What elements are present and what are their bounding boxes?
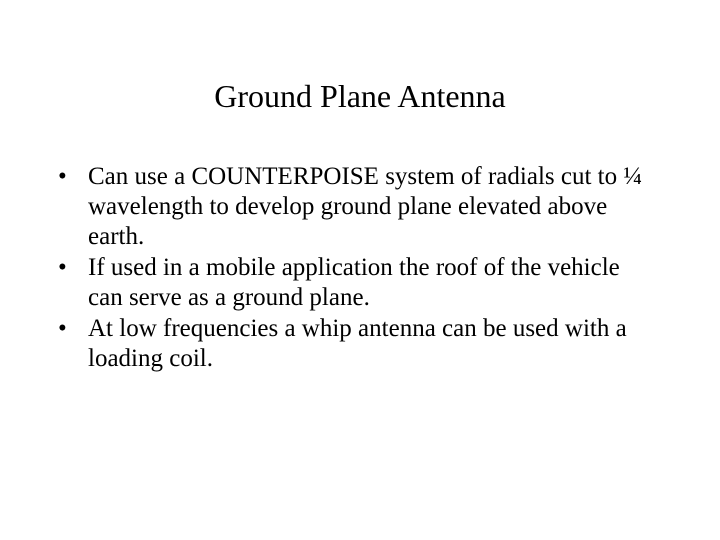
bullet-text-2: If used in a mobile application the roof of the vehicle can serve as a ground plane. xyxy=(88,254,620,311)
bullet-item-3 xyxy=(58,314,658,374)
bullet-text-1: Can use a COUNTERPOISE system of radials cut to ¼ wavelength to develop ground plane elevated above earth. xyxy=(88,163,643,250)
bullet-icon: • xyxy=(58,254,67,281)
bullet-item-2 xyxy=(58,253,658,313)
bullet-text-3: At low frequencies a whip antenna can be used with a loading coil. xyxy=(88,315,627,372)
slide-title: Ground Plane Antenna xyxy=(214,78,506,114)
bullet-list xyxy=(58,162,658,375)
bullet-item-1 xyxy=(58,162,658,252)
bullet-icon: • xyxy=(58,163,67,190)
bullet-icon: • xyxy=(58,315,67,342)
